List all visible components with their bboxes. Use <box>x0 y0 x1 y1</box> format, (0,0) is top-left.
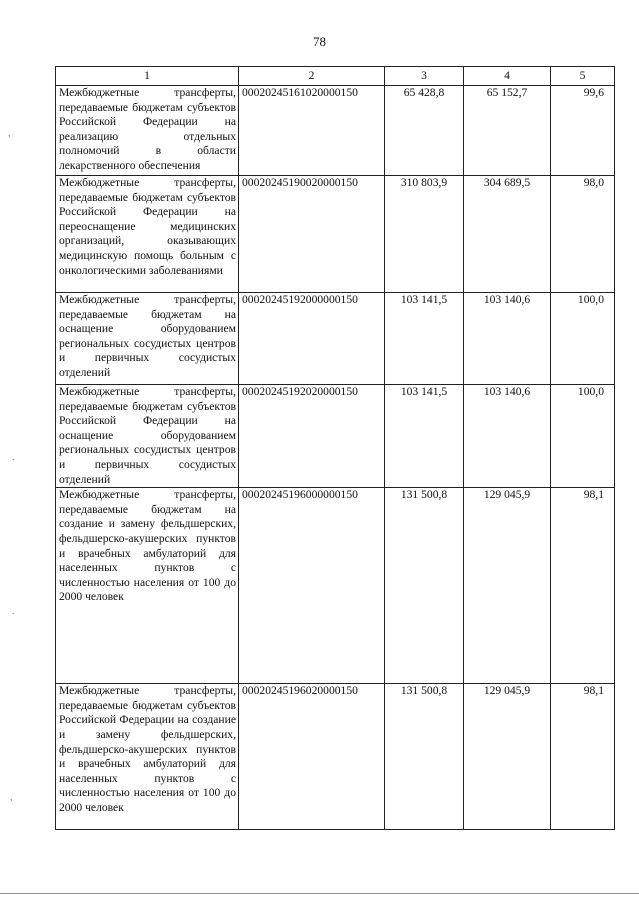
page-number: 78 <box>313 34 326 49</box>
column-header: 4 <box>464 67 551 86</box>
transfer-name-cell: Межбюджетные трансферты, передаваемые бюджетам субъектов Российской Федерации на создание и замену фельдшерских, фельдшерско-акушерских пунктов и врачебных амбулаторий для населенных пунктов с численностью населения от 100 до 2000 человек <box>56 684 239 830</box>
transfer-name-cell: Межбюджетные трансферты, передаваемые бюджетам субъектов Российской Федерации на переоснащение медицинских организаций, оказывающих медицинскую помощь больным с онкологическими заболеваниями <box>56 176 239 293</box>
budget-code-cell: 00020245196000000150 <box>239 488 385 684</box>
budget-code-cell: 00020245192020000150 <box>239 385 385 488</box>
table-row <box>56 488 615 684</box>
scan-margin-mark: , <box>8 128 11 139</box>
column-header: 3 <box>385 67 464 86</box>
table-row <box>56 86 615 176</box>
scan-margin-mark: . <box>12 452 15 463</box>
plan-amount-cell: 65 428,8 <box>385 86 464 176</box>
plan-amount-cell: 131 500,8 <box>385 488 464 684</box>
budget-code-cell: 00020245161020000150 <box>239 86 385 176</box>
table-row <box>56 176 615 293</box>
actual-amount-cell: 129 045,9 <box>464 488 551 684</box>
percent-cell: 100,0 <box>551 293 615 385</box>
percent-cell: 98,1 <box>551 684 615 830</box>
table-row <box>56 684 615 830</box>
plan-amount-cell: 103 141,5 <box>385 293 464 385</box>
column-header: 1 <box>56 67 239 86</box>
percent-cell: 99,6 <box>551 86 615 176</box>
actual-amount-cell: 103 140,6 <box>464 293 551 385</box>
actual-amount-cell: 103 140,6 <box>464 385 551 488</box>
column-header: 5 <box>551 67 615 86</box>
budget-code-cell: 00020245190020000150 <box>239 176 385 293</box>
table-row <box>56 293 615 385</box>
percent-cell: 98,0 <box>551 176 615 293</box>
actual-amount-cell: 129 045,9 <box>464 684 551 830</box>
budget-code-cell: 00020245196020000150 <box>239 684 385 830</box>
budget-table <box>55 66 615 830</box>
transfer-name-cell: Межбюджетные трансферты, передаваемые бюджетам субъектов Российской Федерации на реализацию отдельных полномочий в области лекарственного обеспечения <box>56 86 239 176</box>
transfer-name-cell: Межбюджетные трансферты, передаваемые бюджетам на создание и замену фельдшерских, фельдшерско-акушерских пунктов и врачебных амбулаторий для населенных пунктов с численностью населения от 100 до 2000 человек <box>56 488 239 684</box>
page-bottom-edge <box>0 893 639 894</box>
table-row <box>56 385 615 488</box>
scan-margin-mark: . <box>12 606 15 617</box>
scan-margin-mark: , <box>10 792 13 803</box>
table-header-row <box>56 67 615 86</box>
plan-amount-cell: 310 803,9 <box>385 176 464 293</box>
actual-amount-cell: 65 152,7 <box>464 86 551 176</box>
plan-amount-cell: 103 141,5 <box>385 385 464 488</box>
column-header: 2 <box>239 67 385 86</box>
actual-amount-cell: 304 689,5 <box>464 176 551 293</box>
budget-code-cell: 00020245192000000150 <box>239 293 385 385</box>
transfer-name-cell: Межбюджетные трансферты, передаваемые бюджетам на оснащение оборудованием региональных сосудистых центров и первичных сосудистых отделений <box>56 293 239 385</box>
percent-cell: 98,1 <box>551 488 615 684</box>
percent-cell: 100,0 <box>551 385 615 488</box>
transfer-name-cell: Межбюджетные трансферты, передаваемые бюджетам субъектов Российской Федерации на оснащение оборудованием региональных сосудистых центров и первичных сосудистых отделений <box>56 385 239 488</box>
plan-amount-cell: 131 500,8 <box>385 684 464 830</box>
